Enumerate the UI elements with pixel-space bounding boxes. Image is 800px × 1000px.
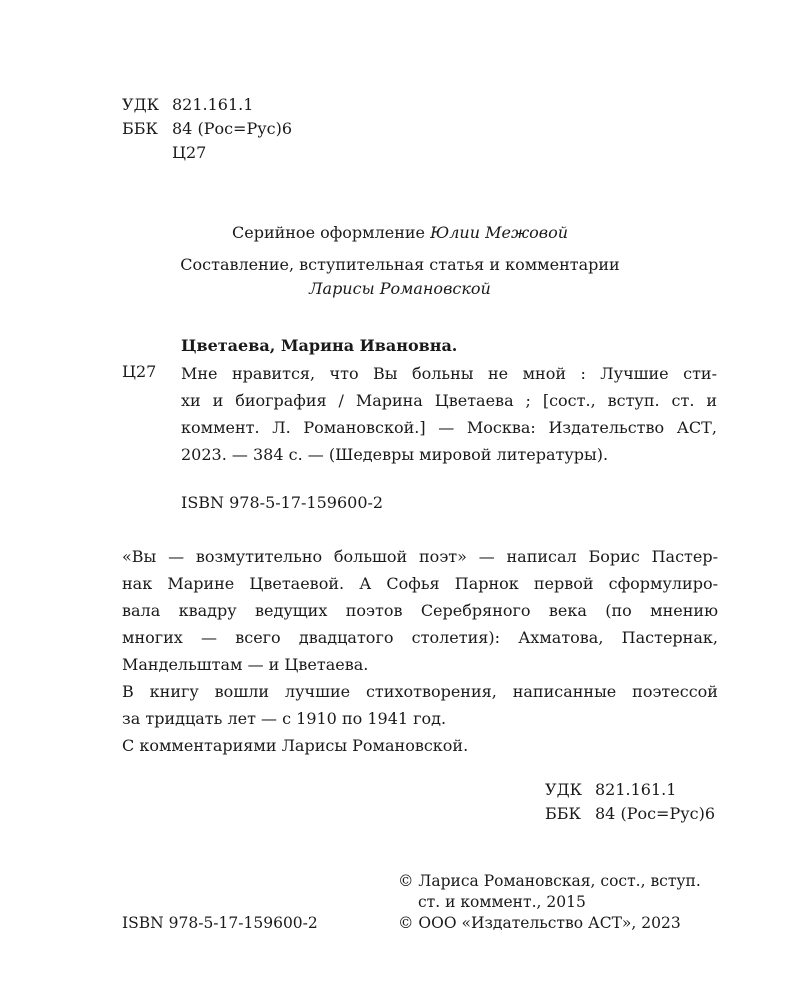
word: книгу: [149, 682, 199, 701]
bottom-classification: [545, 778, 715, 826]
word: Мне: [181, 364, 218, 383]
word: А: [359, 574, 372, 593]
word: возмутительно: [195, 547, 323, 566]
udk-value: 821.161.1: [172, 95, 254, 114]
compilation-credit: [0, 253, 800, 301]
word: Лучшие: [600, 364, 669, 383]
word: /: [338, 391, 344, 410]
series-credit: [0, 221, 800, 245]
word: написанные: [512, 682, 617, 701]
annotation-line: [122, 597, 718, 624]
word: Издательство: [548, 418, 665, 437]
word: вошли: [214, 682, 270, 701]
word: поэт»: [419, 547, 467, 566]
word: сформулиро-: [608, 574, 718, 593]
word: поэтов: [345, 601, 403, 620]
annotation-line: [122, 570, 718, 597]
word: и: [212, 391, 224, 410]
catalog-description-line: [181, 414, 717, 441]
word: Л.: [272, 418, 291, 437]
word: Марина: [355, 391, 423, 410]
udk-row: [545, 778, 715, 802]
word: квадру: [178, 601, 237, 620]
word: Ахматова,: [518, 628, 604, 647]
annotation: [122, 543, 718, 759]
word: В: [122, 682, 134, 701]
udk-label: УДК: [545, 780, 582, 799]
word: лучшие: [284, 682, 351, 701]
bbk-label: ББК: [545, 804, 581, 823]
annotation-line: [122, 624, 718, 651]
udk-value: 821.161.1: [595, 780, 677, 799]
bbk-label: ББК: [122, 119, 158, 138]
bbk-value: 84 (Рос=Рус)6: [595, 804, 716, 823]
word: Пастернак,: [621, 628, 718, 647]
bbk-row: [545, 802, 715, 826]
word: —: [478, 547, 495, 566]
word: Борис: [588, 547, 640, 566]
catalog-description-line: [181, 360, 717, 387]
word: —: [168, 547, 185, 566]
compilation-line: Составление, вступительная статья и комментарии: [180, 255, 620, 274]
annotation-line: С комментариями Ларисы Романовской.: [122, 736, 469, 755]
word: Москва:: [466, 418, 536, 437]
word: века: [548, 601, 587, 620]
copyright-line: ст. и коммент., 2015: [418, 893, 586, 911]
copyright-line: © Лариса Романовская, сост., вступ.: [398, 872, 701, 890]
word: первой: [533, 574, 594, 593]
word: многих: [122, 628, 183, 647]
word: биография: [235, 391, 327, 410]
catalog-description-line: [181, 387, 717, 414]
word: ведущих: [255, 601, 328, 620]
bbk-row: [122, 117, 292, 141]
bbk-value: 84 (Рос=Рус)6: [172, 119, 293, 138]
word: :: [580, 364, 586, 383]
series-designer-name: Юлии Межовой: [430, 223, 569, 242]
word: вступ.: [607, 391, 660, 410]
annotation-line: [122, 678, 718, 705]
catalog-call-number: Ц27: [122, 362, 157, 381]
word: больны: [412, 364, 474, 383]
word: хи: [181, 391, 201, 410]
word: большой: [333, 547, 408, 566]
udk-row: [122, 93, 292, 117]
word: Вы: [373, 364, 398, 383]
word: Серебряного: [420, 601, 531, 620]
word: Пастер-: [651, 547, 718, 566]
word: нак: [122, 574, 153, 593]
series-credit-prefix: Серийное оформление: [231, 223, 431, 242]
word: АСТ,: [676, 418, 717, 437]
word: Романовской.]: [303, 418, 426, 437]
word: [сост.,: [542, 391, 596, 410]
word: мной: [522, 364, 566, 383]
word: —: [201, 628, 218, 647]
compiler-name: Ларисы Романовской: [309, 279, 491, 298]
word: Парнок: [454, 574, 519, 593]
catalog-description: [181, 360, 717, 468]
word: (по: [605, 601, 632, 620]
word: не: [488, 364, 509, 383]
word: сти-: [683, 364, 717, 383]
catalog-author-heading: Цветаева, Марина Ивановна.: [181, 336, 458, 355]
word: Цветаевой.: [249, 574, 345, 593]
word: вала: [122, 601, 161, 620]
word: стихотворения,: [365, 682, 497, 701]
word: —: [438, 418, 455, 437]
annotation-line: за тридцать лет — с 1910 по 1941 год.: [122, 709, 447, 728]
catalog-isbn: ISBN 978-5-17-159600-2: [181, 493, 384, 512]
isbn-bottom: ISBN 978-5-17-159600-2: [122, 914, 318, 932]
word: двадцатого: [298, 628, 394, 647]
word: коммент.: [181, 418, 260, 437]
word: «Вы: [122, 547, 157, 566]
word: ;: [525, 391, 531, 410]
word: нравится,: [231, 364, 316, 383]
word: столетия):: [411, 628, 500, 647]
word: написал: [506, 547, 577, 566]
word: Цветаева: [434, 391, 514, 410]
copyright-block: [398, 871, 701, 934]
word: Марине: [167, 574, 235, 593]
author-sign-row: [122, 141, 292, 165]
annotation-line: Мандельштам — и Цветаева.: [122, 655, 369, 674]
word: и: [706, 391, 717, 410]
annotation-line: [122, 543, 718, 570]
word: что: [329, 364, 359, 383]
word: всего: [235, 628, 281, 647]
copyright-line: © ООО «Издательство АСТ», 2023: [398, 914, 681, 932]
word: ст.: [671, 391, 695, 410]
word: Софья: [386, 574, 440, 593]
word: поэтессой: [632, 682, 718, 701]
author-sign: Ц27: [172, 143, 207, 162]
top-classification: [122, 93, 292, 165]
catalog-description-line: 2023. — 384 с. — (Шедевры мировой литературы).: [181, 445, 609, 464]
word: мнению: [650, 601, 718, 620]
udk-label: УДК: [122, 95, 159, 114]
